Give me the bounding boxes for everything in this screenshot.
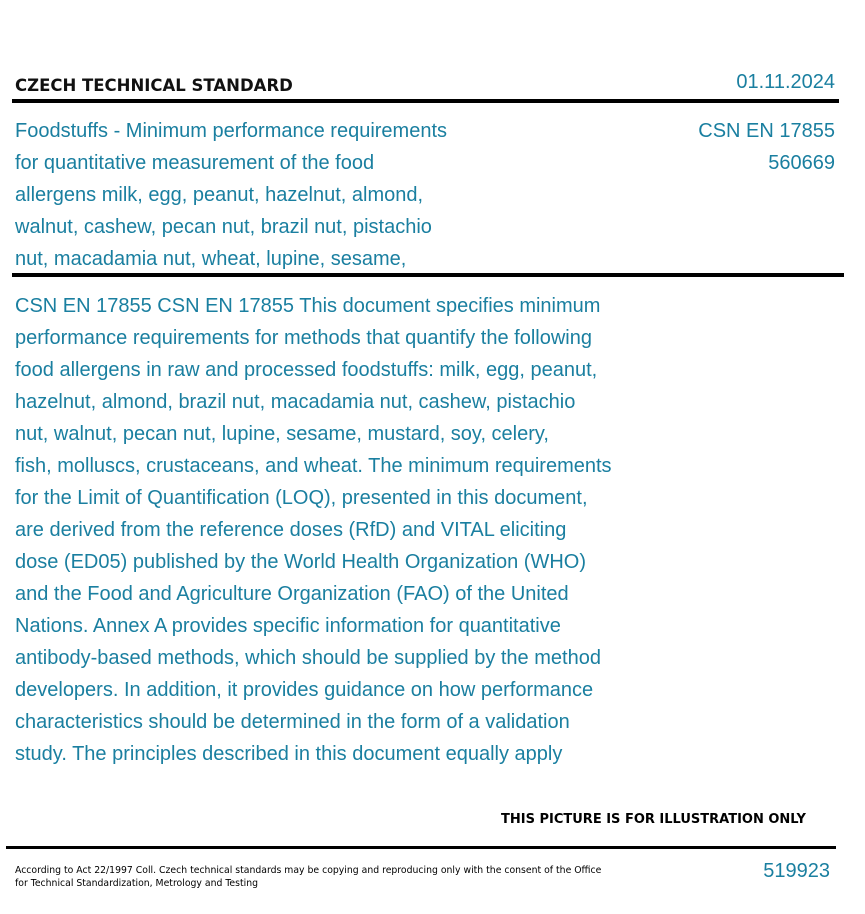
footer-number: 519923	[763, 860, 830, 882]
abstract-line: study. The principles described in this document equally apply	[15, 743, 563, 765]
copyright-notice	[15, 864, 601, 890]
abstract-line: Nations. Annex A provides specific information for quantitative	[15, 615, 561, 637]
abstract-line: CSN EN 17855 CSN EN 17855 This document specifies minimum	[15, 295, 601, 317]
copyright-line: for Technical Standardization, Metrology and Testing	[15, 878, 259, 889]
footer-divider	[6, 846, 836, 849]
standard-type-label: CZECH TECHNICAL STANDARD	[15, 76, 293, 95]
standard-codes	[698, 115, 835, 179]
abstract-line: are derived from the reference doses (RfD) and VITAL eliciting	[15, 519, 567, 541]
title-line: walnut, cashew, pecan nut, brazil nut, pistachio	[15, 216, 432, 238]
abstract-line: and the Food and Agriculture Organization (FAO) of the United	[15, 583, 569, 605]
abstract-line: hazelnut, almond, brazil nut, macadamia nut, cashew, pistachio	[15, 391, 576, 413]
abstract-line: performance requirements for methods that quantify the following	[15, 327, 592, 349]
title-line: nut, macadamia nut, wheat, lupine, sesame,	[15, 248, 407, 270]
title-line: for quantitative measurement of the food	[15, 152, 375, 174]
abstract-line: dose (ED05) published by the World Health Organization (WHO)	[15, 551, 586, 573]
standard-abstract	[15, 290, 675, 770]
abstract-line: nut, walnut, pecan nut, lupine, sesame, mustard, soy, celery,	[15, 423, 549, 445]
title-line: allergens milk, egg, peanut, hazelnut, almond,	[15, 184, 424, 206]
abstract-line: food allergens in raw and processed foodstuffs: milk, egg, peanut,	[15, 359, 598, 381]
catalog-number: 560669	[768, 152, 835, 174]
standard-title	[15, 115, 495, 275]
standard-code: CSN EN 17855	[698, 120, 835, 142]
title-line: Foodstuffs - Minimum performance requirements	[15, 120, 448, 142]
title-divider	[12, 273, 844, 277]
abstract-line: antibody-based methods, which should be supplied by the method	[15, 647, 601, 669]
abstract-line: fish, molluscs, crustaceans, and wheat. The minimum requirements	[15, 455, 612, 477]
abstract-line: for the Limit of Quantification (LOQ), presented in this document,	[15, 487, 588, 509]
abstract-line: characteristics should be determined in the form of a validation	[15, 711, 570, 733]
header-divider	[12, 99, 839, 103]
illustration-disclaimer: THIS PICTURE IS FOR ILLUSTRATION ONLY	[501, 812, 806, 827]
publication-date: 01.11.2024	[736, 71, 835, 93]
abstract-line: developers. In addition, it provides guidance on how performance	[15, 679, 594, 701]
copyright-line: According to Act 22/1997 Coll. Czech technical standards may be copying and reproducing only with the consent of the Office	[15, 865, 602, 876]
